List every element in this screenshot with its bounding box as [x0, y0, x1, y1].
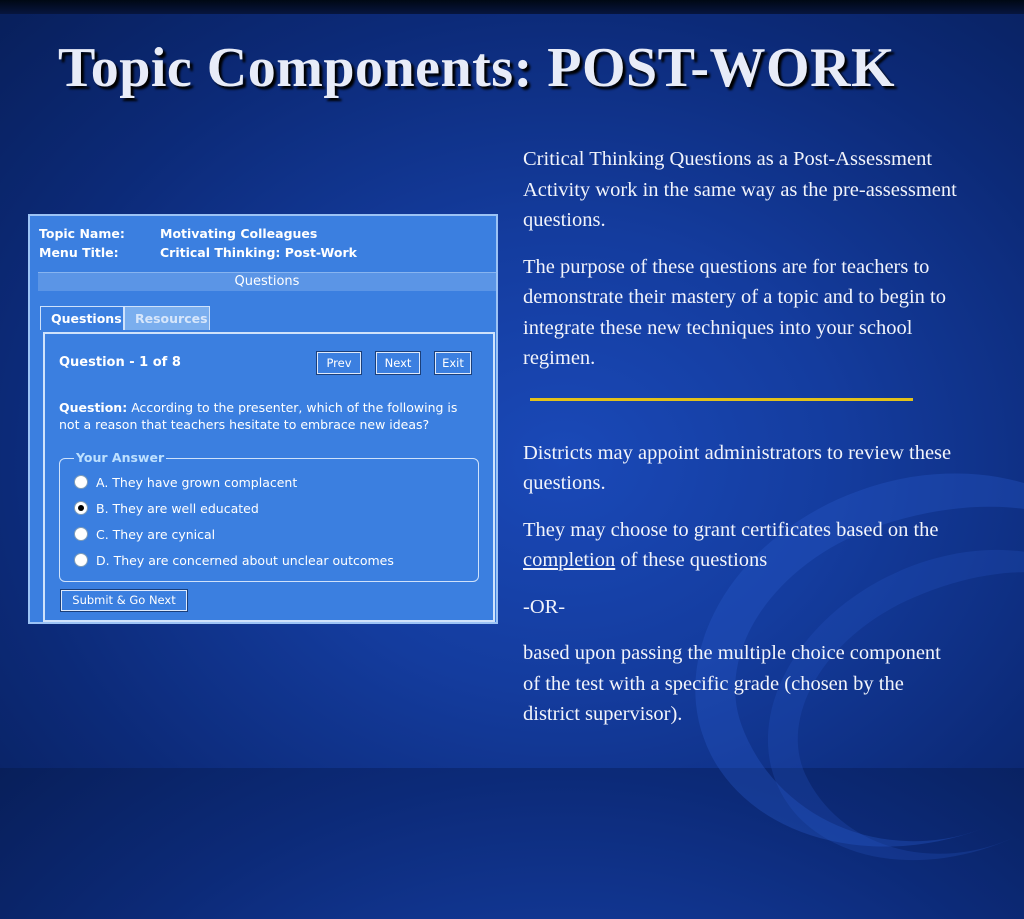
answer-legend: Your Answer — [76, 450, 165, 465]
answer-group — [59, 450, 479, 582]
topic-name-value: Motivating Colleagues — [160, 226, 318, 241]
paragraph-post-assessment: Critical Thinking Questions as a Post-Assessment Activity work in the same way as the pre-assessment questions. — [523, 148, 957, 231]
question-label: Question: — [59, 400, 128, 415]
question-text-block — [59, 399, 479, 433]
radio-button[interactable] — [74, 475, 88, 489]
next-button[interactable]: Next — [376, 352, 420, 374]
menu-title-label: Menu Title: — [39, 245, 119, 260]
question-text: According to the presenter, which of the following is not a reason that teachers hesitate to embrace new ideas? — [59, 400, 458, 432]
gold-divider-line — [530, 398, 913, 401]
question-counter: Question - 1 of 8 — [59, 355, 181, 370]
radio-button-selected[interactable] — [74, 501, 88, 515]
slide-title: Topic Components: POST-WORK — [58, 37, 896, 99]
option-label: B. They are well educated — [96, 501, 259, 516]
course-screenshot-panel — [28, 214, 498, 624]
section-header: Questions — [38, 272, 496, 291]
certificates-text-end: of these questions — [615, 549, 768, 571]
paragraph-certificates — [523, 515, 963, 576]
paragraph-purpose: The purpose of these questions are for teachers to demonstrate their mastery of a topic and to begin to integrate these new techniques into your school regimen. — [523, 255, 946, 369]
submit-go-next-button[interactable]: Submit & Go Next — [61, 590, 187, 611]
answer-option-c[interactable] — [74, 527, 215, 542]
radio-button[interactable] — [74, 553, 88, 567]
exit-button[interactable]: Exit — [435, 352, 471, 374]
answer-option-a[interactable] — [74, 475, 297, 490]
option-label: D. They are concerned about unclear outcomes — [96, 553, 394, 568]
radio-button[interactable] — [74, 527, 88, 541]
option-label: C. They are cynical — [96, 527, 216, 542]
tab-resources[interactable]: Resources — [124, 306, 210, 330]
paragraph-passing: based upon passing the multiple choice component of the test with a specific grade (chosen by the district supervisor). — [523, 642, 941, 725]
paragraph-districts: Districts may appoint administrators to review these questions. — [523, 441, 952, 494]
top-dark-band — [0, 0, 1024, 14]
answer-option-d[interactable] — [74, 553, 394, 568]
answer-option-b[interactable] — [74, 501, 259, 516]
topic-name-row — [39, 226, 317, 241]
paragraph-or: -OR- — [523, 595, 566, 618]
certificates-text-start: They may choose to grant certificates based on the — [523, 518, 939, 541]
completion-link-text: completion — [523, 549, 616, 571]
question-panel — [43, 332, 495, 622]
option-label: A. They have grown complacent — [96, 475, 298, 490]
topic-name-label: Topic Name: — [39, 226, 125, 241]
prev-button[interactable]: Prev — [317, 352, 361, 374]
tab-questions[interactable]: Questions — [40, 306, 124, 330]
slide-body-text — [523, 144, 963, 730]
menu-title-row — [39, 245, 357, 260]
menu-title-value: Critical Thinking: Post-Work — [160, 245, 357, 260]
